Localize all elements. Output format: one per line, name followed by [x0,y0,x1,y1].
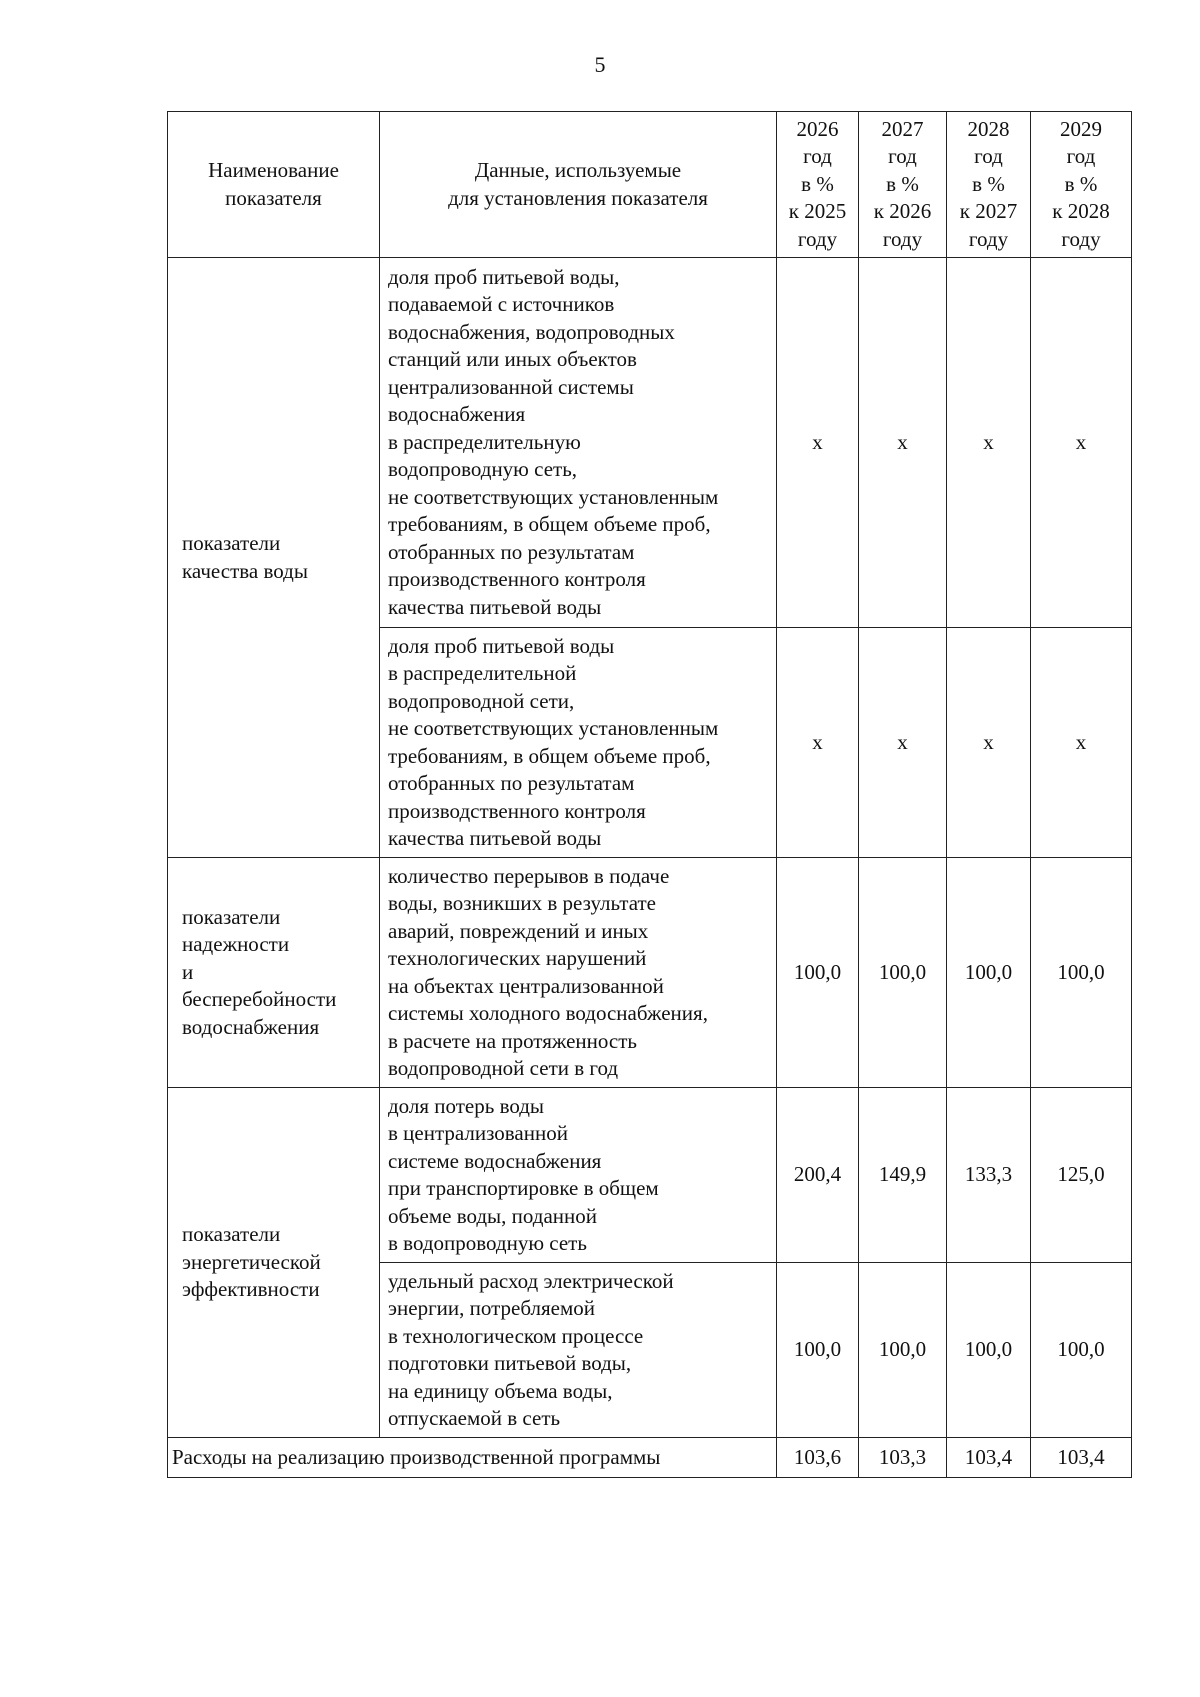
row-data-text: доля потерь воды в централизованной системе водоснабжения при транспортировке в общем объеме воды, поданной в водопроводную сеть [380,1088,777,1263]
row-value-2026: 200,4 [777,1088,859,1263]
row-value-2028: 133,3 [947,1088,1031,1263]
row-value-2029: 125,0 [1031,1088,1132,1263]
row-value-2027: 149,9 [859,1088,947,1263]
group-name-water-quality: показатели качества воды [168,258,380,858]
row-data-text: доля проб питьевой воды в распределительной водопроводной сети, не соответствующих установленным требованиям, в общем объеме проб, отобранных по результатам производственного контроля качества питьевой воды [380,628,777,858]
row-data-text: доля проб питьевой воды, подаваемой с источников водоснабжения, водопроводных станций или иных объектов централизованной системы водоснабжения в распределительную водопроводную сеть, не соответствующих установленным требованиям, в общем объеме проб, отобранных по результатам производственного контроля качества питьевой воды [380,258,777,628]
total-value-2026: 103,6 [777,1438,859,1478]
row-data-text: удельный расход электрической энергии, потребляемой в технологическом процессе подготовки питьевой воды, на единицу объема воды, отпускаемой в сеть [380,1263,777,1438]
table-row [168,258,1132,628]
total-value-2029: 103,4 [1031,1438,1132,1478]
row-value-2027: х [859,258,947,628]
header-indicator-name: Наименование показателя [168,112,380,258]
row-value-2026: 100,0 [777,1263,859,1438]
row-value-2027: 100,0 [859,1263,947,1438]
row-value-2027: х [859,628,947,858]
row-value-2026: х [777,628,859,858]
header-data-used: Данные, используемые для установления показателя [380,112,777,258]
header-row [168,112,1132,258]
row-value-2028: 100,0 [947,1263,1031,1438]
header-year-2027: 2027 год в % к 2026 году [859,112,947,258]
header-year-2029: 2029 год в % к 2028 году [1031,112,1132,258]
header-year-2026: 2026 год в % к 2025 году [777,112,859,258]
row-value-2029: х [1031,628,1132,858]
row-value-2028: х [947,628,1031,858]
total-row [168,1438,1132,1478]
group-name-energy-efficiency: показатели энергетической эффективности [168,1088,380,1438]
total-value-2027: 103,3 [859,1438,947,1478]
row-value-2029: 100,0 [1031,1263,1132,1438]
row-value-2028: 100,0 [947,858,1031,1088]
indicators-table [167,111,1132,1478]
total-value-2028: 103,4 [947,1438,1031,1478]
group-name-reliability: показатели надежности и бесперебойности водоснабжения [168,858,380,1088]
table-row [168,858,1132,1088]
row-value-2027: 100,0 [859,858,947,1088]
header-year-2028: 2028 год в % к 2027 году [947,112,1031,258]
table-row [168,1088,1132,1263]
row-value-2026: х [777,258,859,628]
row-data-text: количество перерывов в подаче воды, возникших в результате аварий, повреждений и иных технологических нарушений на объектах централизованной системы холодного водоснабжения, в расчете на протяженность водопроводной сети в год [380,858,777,1088]
row-value-2028: х [947,258,1031,628]
row-value-2026: 100,0 [777,858,859,1088]
row-value-2029: 100,0 [1031,858,1132,1088]
row-value-2029: х [1031,258,1132,628]
total-label: Расходы на реализацию производственной программы [168,1438,777,1478]
page-number: 5 [594,52,606,77]
